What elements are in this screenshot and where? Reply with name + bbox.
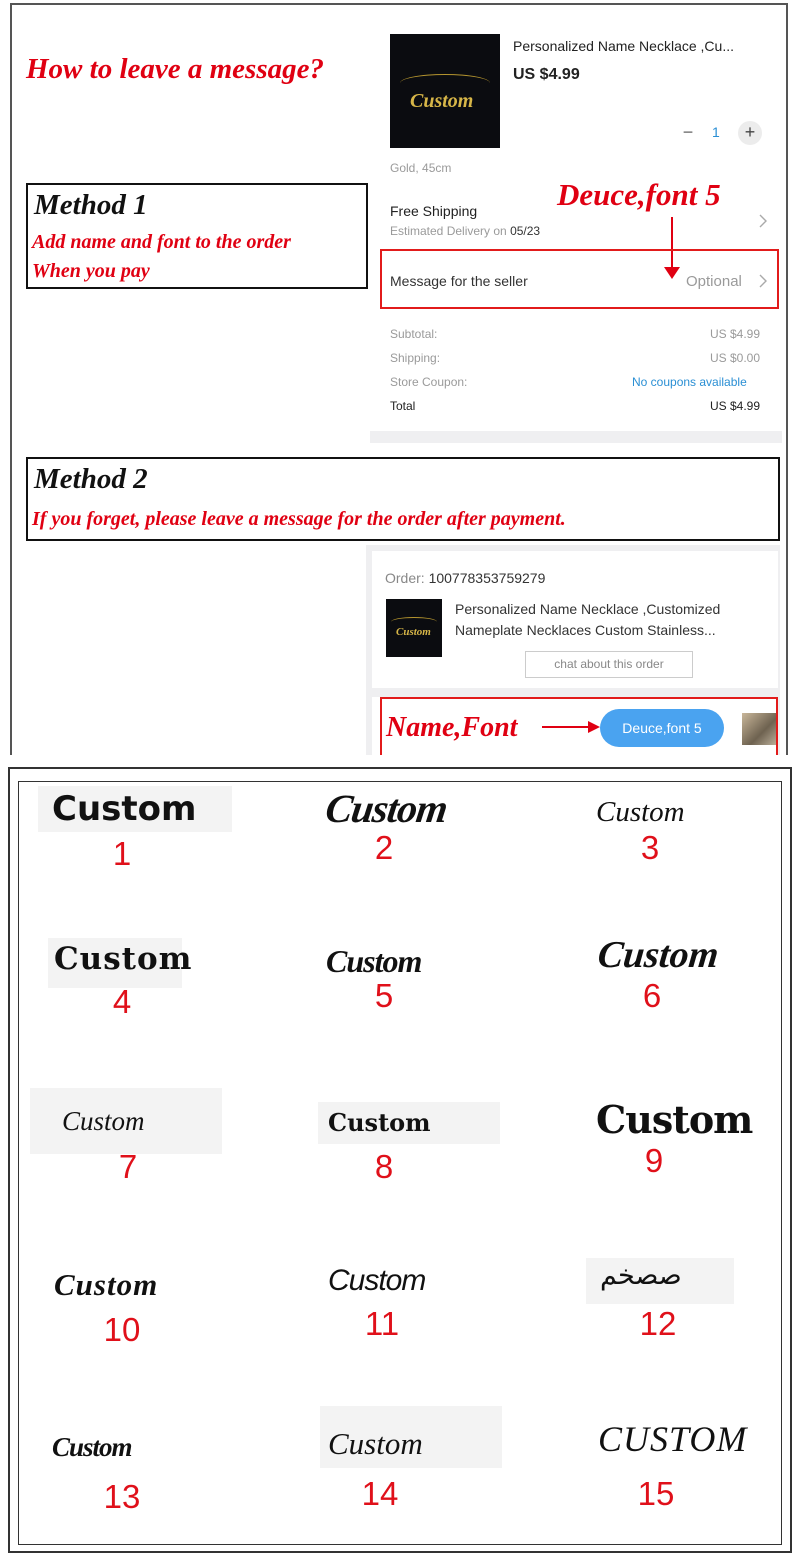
font-number-15: 15 (637, 1475, 675, 1512)
font-sample-13: Custom (52, 1432, 132, 1462)
avatar[interactable] (742, 713, 776, 745)
font-number-2: 2 (374, 829, 394, 866)
font-number-9: 9 (644, 1142, 664, 1179)
font-number-10: 10 (103, 1311, 141, 1348)
product-variant: Gold, 45cm (390, 161, 452, 175)
coupon-link[interactable]: No coupons available (632, 375, 747, 389)
shipping-chevron-right-icon[interactable] (758, 213, 768, 229)
font-number-13: 13 (103, 1478, 141, 1515)
font-sample-10: Custom (54, 1267, 159, 1302)
font-sample-5: Custom (326, 943, 422, 979)
font-sample-14: Custom (328, 1426, 423, 1461)
summary-value-total: US $4.99 (710, 399, 761, 413)
arrow-right-icon (542, 719, 602, 735)
method1-title: Method 1 (34, 189, 148, 221)
font-number-1: 1 (112, 835, 132, 872)
message-chevron-right-icon[interactable] (758, 273, 768, 289)
chat-about-order-button[interactable]: chat about this order (525, 651, 693, 678)
instruction-panel (10, 3, 788, 755)
chat-bubble: Deuce,font 5 (600, 709, 724, 747)
method1-line1: Add name and font to the order (32, 231, 291, 253)
font-number-12: 12 (639, 1305, 677, 1342)
quantity-value[interactable]: 1 (712, 124, 720, 140)
font-number-6: 6 (642, 977, 662, 1014)
font-sample-6: Custom (595, 934, 721, 976)
font-number-7: 7 (118, 1148, 138, 1185)
summary-label-shipping: Shipping: (390, 351, 441, 365)
product-price: US $4.99 (513, 66, 580, 83)
summary-label-subtotal: Subtotal: (390, 327, 438, 341)
summary-value-shipping: US $0.00 (710, 351, 761, 365)
font-sample-8: Custom (328, 1108, 431, 1137)
message-seller-label: Message for the seller (390, 273, 528, 289)
font-number-11: 11 (364, 1305, 400, 1342)
font-number-3: 3 (640, 829, 660, 866)
font-sample-15: CUSTOM (598, 1419, 748, 1459)
summary-label-coupon: Store Coupon: (390, 375, 468, 389)
font-sample-2: Custom (322, 786, 450, 831)
delivery-estimate: Estimated Delivery on 05/23 (390, 224, 541, 238)
font-number-8: 8 (374, 1148, 394, 1185)
font-sample-9: Custom (596, 1097, 753, 1142)
order-title-line1[interactable]: Personalized Name Necklace ,Customized (455, 601, 721, 617)
product-title[interactable]: Personalized Name Necklace ,Cu... (513, 38, 734, 54)
order-thumbnail: Custom (386, 599, 442, 657)
font-sample-3: Custom (596, 796, 685, 828)
font-annotation: Deuce,font 5 (557, 177, 721, 212)
summary-label-total: Total (390, 399, 416, 413)
method2-title: Method 2 (34, 463, 148, 495)
card-bottom-strip (370, 431, 782, 443)
font-sample-12: صصخم (600, 1260, 682, 1291)
message-seller-input[interactable]: Optional (686, 273, 742, 290)
font-number-14: 14 (361, 1475, 399, 1512)
shipping-title: Free Shipping (390, 203, 478, 219)
order-title-line2[interactable]: Nameplate Necklaces Custom Stainless... (455, 622, 716, 638)
font-sample-4: Custom (54, 941, 193, 977)
how-to-heading: How to leave a message? (26, 53, 325, 85)
method1-line2: When you pay (32, 260, 150, 282)
quantity-minus-button[interactable]: − (682, 122, 694, 142)
name-font-annotation: Name,Font (386, 712, 518, 743)
order-number: Order: 100778353759279 (385, 570, 546, 586)
font-sample-7: Custom (62, 1106, 145, 1136)
font-sample-1: Custom (52, 789, 197, 829)
summary-value-subtotal: US $4.99 (710, 327, 761, 341)
font-sample-11: Custom (328, 1264, 426, 1297)
product-thumbnail: Custom (390, 34, 500, 148)
font-number-5: 5 (374, 977, 394, 1014)
quantity-plus-button[interactable]: + (738, 121, 762, 145)
font-number-4: 4 (112, 983, 132, 1020)
method2-line1: If you forget, please leave a message for the order after payment. (32, 508, 566, 530)
